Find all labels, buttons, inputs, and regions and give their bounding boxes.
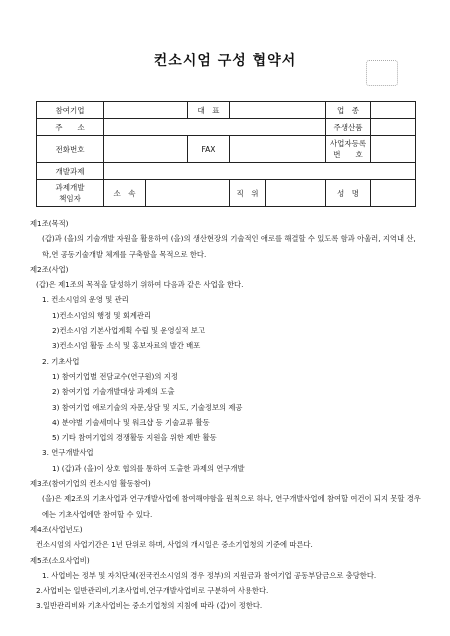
address-label: 주 소 xyxy=(37,119,104,136)
affiliation-label: 소 속 xyxy=(104,180,146,207)
seal-stamp xyxy=(366,60,398,86)
representative-label: 대 표 xyxy=(188,102,230,119)
article-4-text: 컨소시엄의 사업기간은 1년 단위로 하며, 사업의 개시일은 중소기업청의 기준에 따른다. xyxy=(36,540,313,550)
business-reg-no-label-line1: 사업자등록 xyxy=(329,139,367,148)
article-2-item-1-1: 1)컨소시엄의 행정 및 회계관리 xyxy=(52,310,152,320)
business-type-label: 업 종 xyxy=(326,102,371,119)
main-product-label: 주생산품 xyxy=(326,119,371,136)
position-label: 직 위 xyxy=(230,180,266,207)
info-form-table xyxy=(36,101,416,207)
phone-label: 전화번호 xyxy=(37,136,104,163)
fax-field[interactable] xyxy=(230,136,326,163)
fax-label: FAX xyxy=(188,136,230,163)
participant-company-label: 참여기업 xyxy=(37,102,104,119)
phone-field[interactable] xyxy=(104,136,188,163)
business-reg-no-label-line2: 번 호 xyxy=(333,150,363,159)
participant-company-field[interactable] xyxy=(104,102,188,119)
article-5-heading: 제5조(소요사업비) xyxy=(30,555,90,565)
article-2-item-2-5: 5) 기타 참여기업의 경쟁활동 지원을 위한 제반 활동 xyxy=(52,433,217,443)
dev-task-label: 개발과제 xyxy=(37,163,104,180)
article-3-text: (을)은 제2조의 기초사업과 연구개발사업에 참여해야함을 원칙으로 하나, 연구개발사업에 참여할 여건이 되지 못할 경우에는 기초사업에만 참여할 수 있다. xyxy=(42,494,421,519)
article-2-item-1-2: 2)컨소시엄 기본사업계획 수립 및 운영실적 보고 xyxy=(52,326,206,336)
dev-task-field[interactable] xyxy=(104,163,416,180)
article-3-heading: 제3조(참여기업의 컨소시엄 활동참여) xyxy=(30,479,151,489)
article-2-item-2-1: 1) 참여기업별 전담교수(연구원)의 지정 xyxy=(52,371,178,381)
business-type-field[interactable] xyxy=(371,102,416,119)
dev-manager-label xyxy=(37,180,104,207)
article-2-item-1-3: 3)컨소시엄 활동 소식 및 홍보자료의 발간 배포 xyxy=(52,341,201,351)
address-field[interactable] xyxy=(104,119,326,136)
position-field[interactable] xyxy=(266,180,326,207)
document-title: 컨소시엄 구성 협약서 xyxy=(153,53,297,69)
article-5-item-3: 3.일반관리비와 기초사업비는 중소기업청의 지침에 따라 (갑)이 정한다. xyxy=(36,601,263,611)
article-1-heading: 제1조(목적) xyxy=(30,219,69,228)
article-5-item-1: 1. 사업비는 정부 및 자치단체(전국컨소시엄의 경우 정부)의 지원금과 참여기업 공동부담금으로 충당한다. xyxy=(42,570,377,580)
article-1-text: (갑)과 (을)의 기술개발 자원을 활용하여 (을)의 생산현장의 기술적인 애로를 해결할 수 있도록 함과 아울러, 지역내 산,학,연 공동기술개발 체계를 구축함을 목적으로 한다. xyxy=(42,234,416,259)
article-2-item-1: 1. 컨소시엄의 운영 및 관리 xyxy=(42,295,129,305)
business-reg-no-label xyxy=(326,136,371,163)
article-2-heading: 제2조(사업) xyxy=(30,264,69,274)
representative-field[interactable] xyxy=(230,102,326,119)
dev-manager-label-line1: 과제개발 xyxy=(55,183,85,192)
name-field[interactable] xyxy=(371,180,416,207)
dev-manager-label-line2: 책임자 xyxy=(59,194,81,203)
article-2-item-2-3: 3) 참여기업 애로기술의 자문,상담 및 지도, 기술정보의 제공 xyxy=(52,402,243,412)
article-5-item-2: 2.사업비는 일반관리비,기초사업비,연구개발사업비로 구분하여 사용한다. xyxy=(36,586,269,596)
agreement-body xyxy=(30,216,422,614)
article-2-item-3-1: 1) (갑)과 (을)이 상호 협의를 통하여 도출한 과제의 연구개발 xyxy=(52,463,245,473)
name-label: 성 명 xyxy=(326,180,371,207)
article-4-heading: 제4조(사업년도) xyxy=(30,524,83,534)
affiliation-field[interactable] xyxy=(146,180,230,207)
main-product-field[interactable] xyxy=(371,119,416,136)
article-2-item-2-4: 4) 분야별 기술세미나 및 워크샵 등 기술교류 활동 xyxy=(52,417,210,427)
article-2-intro: (갑)은 제1조의 목적을 달성하기 위하여 다음과 같은 사업을 한다. xyxy=(36,280,244,290)
business-reg-no-field[interactable] xyxy=(371,136,416,163)
article-2-item-2: 2. 기초사업 xyxy=(42,356,80,366)
article-2-item-3: 3. 연구개발사업 xyxy=(42,448,94,458)
article-2-item-2-2: 2) 참여기업 기술개발대상 과제의 도출 xyxy=(52,387,175,397)
